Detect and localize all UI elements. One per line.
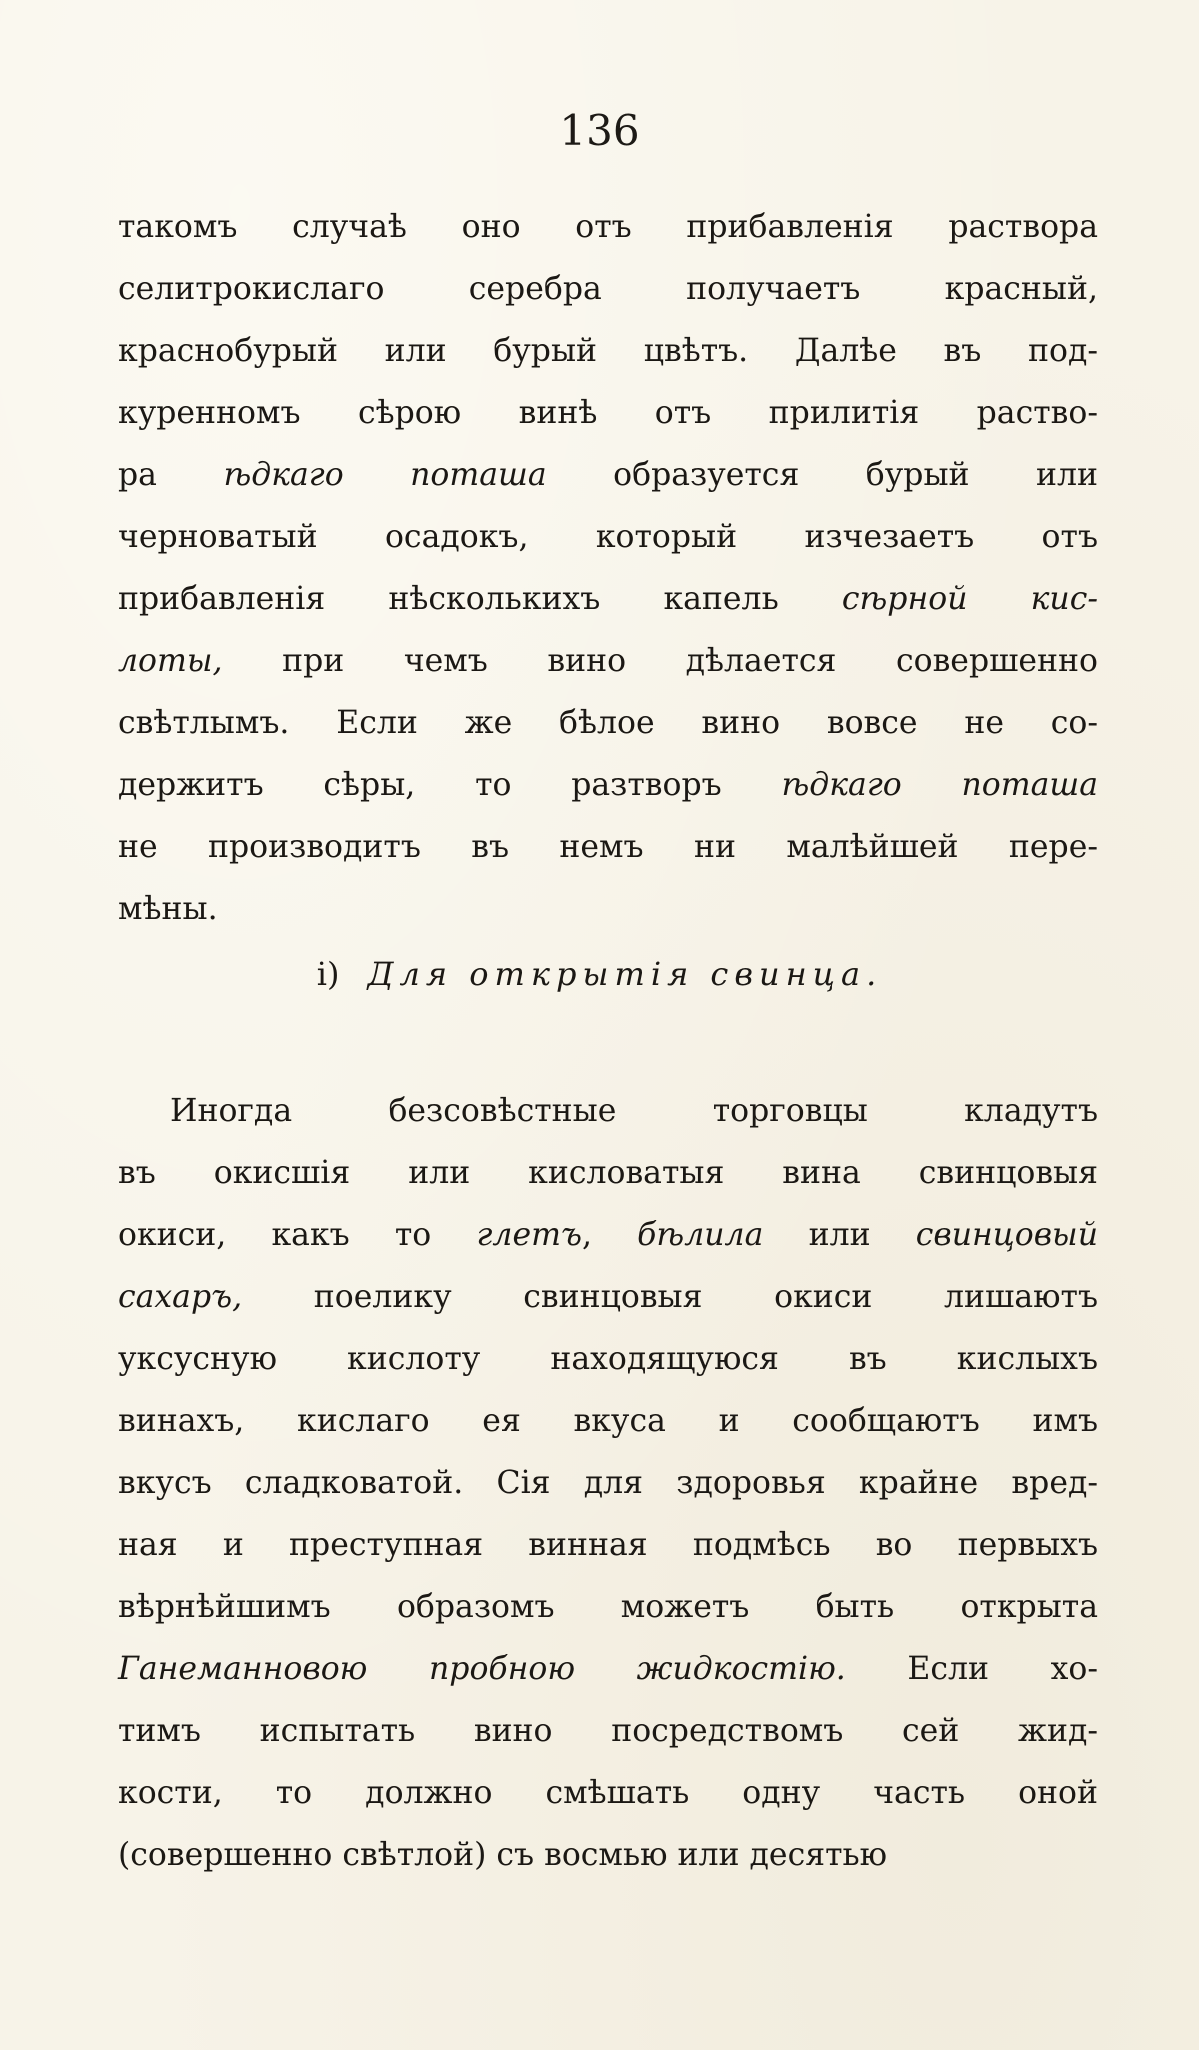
- text-run: или: [763, 1217, 916, 1253]
- text-run: поелику свинцовыя окиси лишаютъ: [242, 1279, 1098, 1315]
- text-run: свѣтлымъ. Если же бѣлое вино вовсе не со-: [118, 705, 1098, 741]
- text-run: вкусъ сладковатой. Сія для здоровья крайне вред-: [118, 1465, 1098, 1501]
- text-line: [118, 506, 1098, 568]
- italic-text: лоты,: [118, 643, 223, 679]
- text-line: [118, 1266, 1098, 1328]
- text-run: ная и преступная винная подмѣсь во первыхъ: [118, 1527, 1098, 1563]
- text-line: [118, 568, 1098, 630]
- text-run: кости, то должно смѣшать одну часть оной: [118, 1775, 1098, 1811]
- text-run: не производитъ въ немъ ни малѣйшей пере-: [118, 829, 1098, 865]
- text-run: винахъ, кислаго ея вкуса и сообщаютъ имъ: [118, 1403, 1098, 1439]
- italic-text: ѣдкаго поташа: [223, 457, 547, 493]
- text-line: [118, 1080, 1098, 1142]
- text-run: ,: [581, 1217, 638, 1253]
- text-line: [118, 1700, 1098, 1762]
- italic-text: сѣрной кис-: [841, 581, 1099, 617]
- text-line: [118, 878, 1098, 940]
- text-line: [118, 1204, 1098, 1266]
- section-heading-index: i): [316, 955, 340, 993]
- text-run: куренномъ сѣрою винѣ отъ прилитія раство-: [118, 395, 1098, 431]
- text-line: [118, 1514, 1098, 1576]
- section-heading-title: Для открытія свинца.: [367, 955, 883, 993]
- text-line: [118, 1638, 1098, 1700]
- text-run: Иногда безсовѣстные торговцы кладутъ: [170, 1093, 1098, 1129]
- text-line: [118, 692, 1098, 754]
- text-line: [118, 1576, 1098, 1638]
- text-line: [118, 196, 1098, 258]
- text-line: [118, 1328, 1098, 1390]
- text-line: [118, 444, 1098, 506]
- italic-text: бѣлила: [637, 1217, 764, 1253]
- text-run: ра: [118, 457, 224, 493]
- text-run: при чемъ вино дѣлается совершенно: [222, 643, 1098, 679]
- text-run: краснобурый или бурый цвѣтъ. Далѣе въ под-: [118, 333, 1098, 369]
- text-line: [118, 1824, 1098, 1886]
- text-line: [118, 816, 1098, 878]
- text-line: [118, 258, 1098, 320]
- italic-text: свинцовый: [915, 1217, 1098, 1253]
- text-run: держитъ сѣры, то разтворъ: [118, 767, 782, 803]
- italic-text: сахаръ,: [118, 1279, 243, 1315]
- text-run: мѣны.: [118, 891, 218, 927]
- text-run: окиси, какъ то: [118, 1217, 477, 1253]
- text-run: Если хо-: [845, 1651, 1098, 1687]
- text-run: образуется бурый или: [546, 457, 1099, 493]
- text-run: такомъ случаѣ оно отъ прибавленія раствора: [118, 209, 1098, 245]
- text-line: [118, 1390, 1098, 1452]
- text-line: [118, 630, 1098, 692]
- text-run: черноватый осадокъ, который изчезаетъ отъ: [118, 519, 1098, 555]
- text-line: [118, 1452, 1098, 1514]
- italic-text: глетъ: [476, 1217, 582, 1253]
- italic-text: ѣдкаго поташа: [781, 767, 1098, 803]
- text-run: уксусную кислоту находящуюся въ кислыхъ: [118, 1341, 1098, 1377]
- paragraph-body-1: [118, 196, 1098, 940]
- text-line: [118, 1142, 1098, 1204]
- paragraph-body-2: [118, 1080, 1098, 1886]
- text-run: прибавленія нѣсколькихъ капель: [118, 581, 842, 617]
- text-run: селитрокислаго серебра получаетъ красный,: [118, 271, 1098, 307]
- text-run: тимъ испытать вино посредствомъ сей жид-: [118, 1713, 1098, 1749]
- text-run: въ окисшія или кисловатыя вина свинцовыя: [118, 1155, 1098, 1191]
- text-line: [118, 320, 1098, 382]
- italic-text: Ганеманновою пробною жидкостію.: [118, 1651, 846, 1687]
- text-run: вѣрнѣйшимъ образомъ можетъ быть открыта: [118, 1589, 1098, 1625]
- section-heading: [0, 955, 1199, 993]
- text-line: [118, 754, 1098, 816]
- text-run: (совершенно свѣтлой) съ восмью или десятью: [118, 1837, 888, 1873]
- page-number: 136: [559, 106, 640, 155]
- text-line: [118, 382, 1098, 444]
- text-line: [118, 1762, 1098, 1824]
